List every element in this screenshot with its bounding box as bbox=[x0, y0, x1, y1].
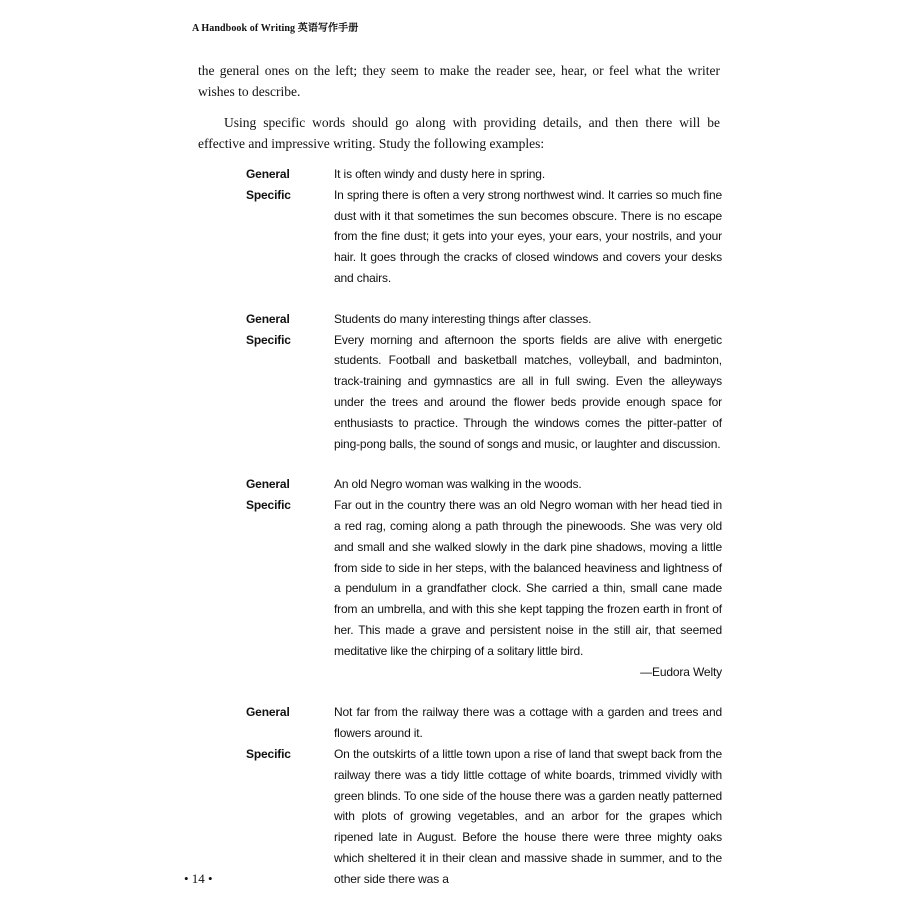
page-number: • 14 • bbox=[184, 871, 213, 886]
general-row bbox=[246, 474, 722, 495]
intro-paragraph: Using specific words should go along with providing details, and then there will be effective and impressive writing. Study the following examples: bbox=[198, 115, 720, 151]
running-head: A Handbook of Writing 英语写作手册 bbox=[192, 23, 359, 34]
intro-section bbox=[198, 60, 720, 164]
example-entry bbox=[246, 164, 722, 289]
specific-row bbox=[246, 744, 722, 890]
general-label: General bbox=[246, 311, 290, 326]
specific-row bbox=[246, 330, 722, 455]
examples-list bbox=[246, 164, 722, 910]
general-text: It is often windy and dusty here in spring. bbox=[334, 167, 546, 181]
general-text: Not far from the railway there was a cottage with a garden and trees and flowers around it. bbox=[334, 705, 722, 741]
specific-label: Specific bbox=[246, 746, 291, 761]
general-row bbox=[246, 309, 722, 330]
example-entry bbox=[246, 309, 722, 455]
specific-text: On the outskirts of a little town upon a rise of land that swept back from the railway there was a tidy little cottage of white boards, trimmed vividly with green blinds. To one side of the house there was a garden neatly patterned with plots of growing vegetables, and an arbor for the grapes which ripened late in August. Before the house there were three mighty oaks which sheltered it in their clean and massive shade in summer, and to the other side there was a bbox=[334, 746, 722, 886]
specific-label: Specific bbox=[246, 498, 291, 513]
example-entry bbox=[246, 474, 722, 682]
specific-row bbox=[246, 495, 722, 661]
general-label: General bbox=[246, 167, 290, 181]
specific-text: Every morning and afternoon the sports fields are alive with energetic students. Football and basketball matches, volleyball, and badminton, track-training and gymnastics are all in full swing. Even the alleyways under the trees and around the flower beds provide enough space for enthusiasts to practice. Through the windows comes the pitter-patter of ping-pong balls, the sound of songs and music, or laughter and discussion. bbox=[334, 332, 722, 451]
general-text: An old Negro woman was walking in the woods. bbox=[334, 477, 582, 492]
general-label: General bbox=[246, 705, 290, 720]
general-text: Students do many interesting things after classes. bbox=[334, 311, 592, 326]
general-row bbox=[246, 164, 722, 185]
specific-text: Far out in the country there was an old Negro woman with her head tied in a red rag, coming along a path through the pinewoods. She was very old and small and she walked slowly in the dark pine shadows, moving a little from side to side in her steps, with the balanced heaviness and lightness of a pendulum in a grandfather clock. She carried a thin, small cane made from an umbrella, and with this she kept tapping the frozen earth in front of her. This made a grave and persistent noise in the still air, that seemed meditative like the chirping of a solitary little bird. bbox=[334, 498, 722, 658]
general-label: General bbox=[246, 477, 290, 492]
example-entry bbox=[246, 702, 722, 889]
specific-row bbox=[246, 185, 722, 289]
intro-paragraph: the general ones on the left; they seem to make the reader see, hear, or feel what the writer wishes to describe. bbox=[198, 63, 720, 99]
specific-text: In spring there is often a very strong northwest wind. It carries so much fine dust with it that sometimes the sun becomes obscure. There is no escape from the fine dust; it gets into your eyes, your ears, your nostrils, and your hair. It goes through the cracks of closed windows and covers your desks and chairs. bbox=[334, 187, 722, 285]
general-row bbox=[246, 702, 722, 744]
specific-label: Specific bbox=[246, 187, 291, 202]
attribution: —Eudora Welty bbox=[640, 664, 722, 679]
specific-label: Specific bbox=[246, 332, 291, 347]
